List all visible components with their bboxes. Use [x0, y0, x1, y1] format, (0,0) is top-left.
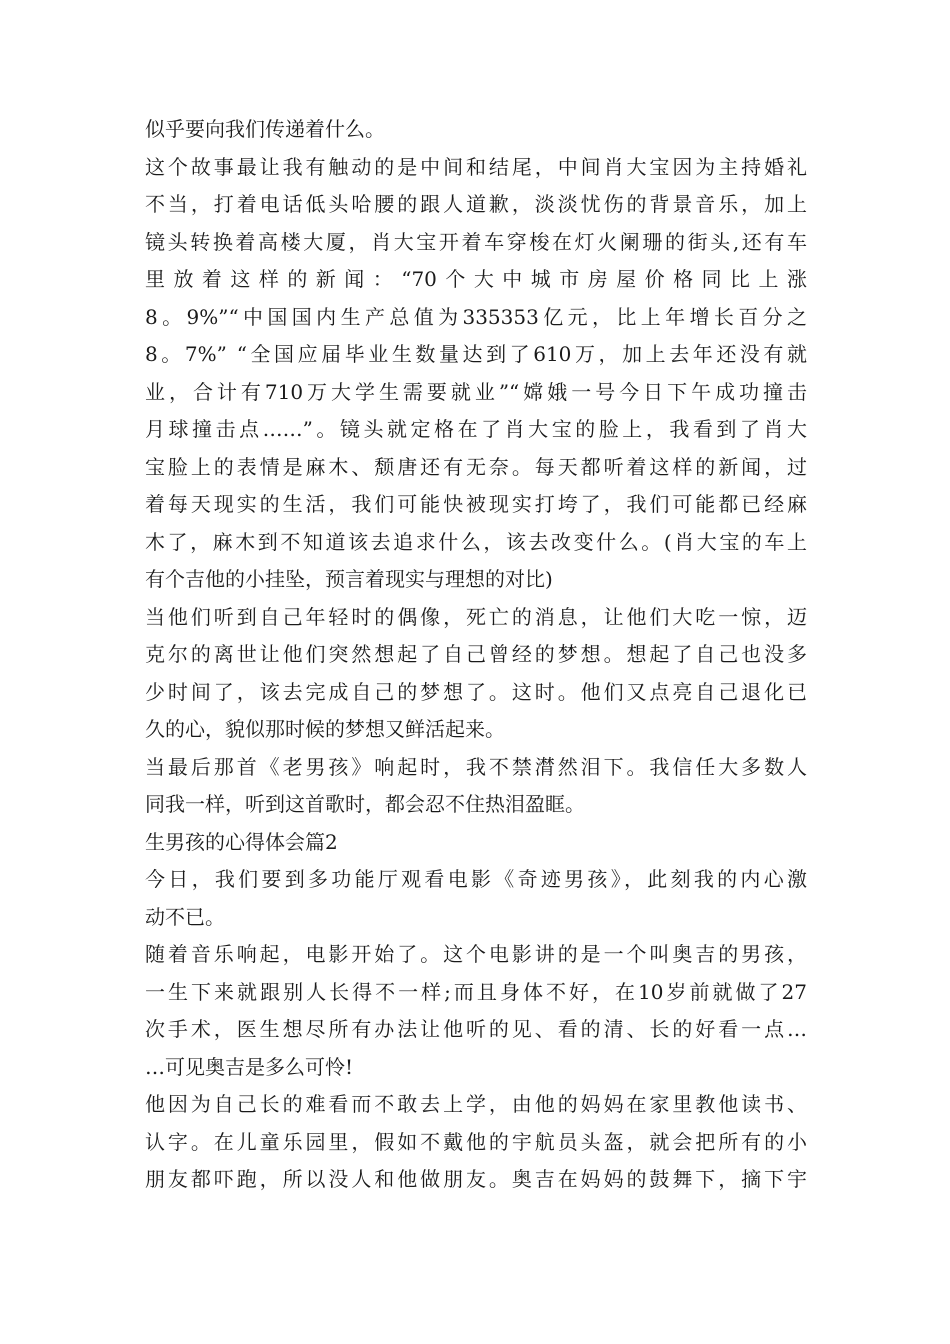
text-line: 朋友都吓跑，所以没人和他做朋友。奥吉在妈妈的鼓舞下，摘下宇 — [145, 1167, 807, 1191]
text-line: 今日，我们要到多功能厅观看电影《奇迹男孩》，此刻我的内心激 — [145, 867, 807, 891]
text-line: 随着音乐响起，电影开始了。这个电影讲的是一个叫奥吉的男孩， — [145, 942, 807, 966]
text-line: 同我一样，听到这首歌时，都会忍不住热泪盈眶。 — [145, 792, 585, 816]
text-line: 动不已。 — [145, 904, 225, 929]
text-line: 次手术，医生想尽所有办法让他听的见、看的清、长的好看一点… — [145, 1017, 807, 1041]
text-line: 当他们听到自己年轻时的偶像，死亡的消息，让他们大吃一惊，迈 — [145, 604, 807, 629]
text-line: 业，合计有710万大学生需要就业”“嫦娥一号今日下午成功撞击 — [145, 379, 807, 404]
text-line: 有个吉他的小挂坠，预言着现实与理想的对比) — [145, 567, 553, 591]
body-text — [145, 111, 807, 1199]
text-line: 一生下来就跟别人长得不一样;而且身体不好，在10岁前就做了27 — [145, 979, 807, 1004]
text-line: 8。9%”“中国国内生产总值为335353亿元，比上年增长百分之 — [145, 304, 807, 329]
text-line: 月球撞击点……”。镜头就定格在了肖大宝的脸上，我看到了肖大 — [145, 417, 807, 441]
text-line: 他因为自己长的难看而不敢去上学，由他的妈妈在家里教他读书、 — [145, 1092, 807, 1116]
text-line: 认字。在儿童乐园里，假如不戴他的宇航员头盔，就会把所有的小 — [145, 1129, 807, 1154]
text-line: 不当，打着电话低头哈腰的跟人道歉，淡淡忧伤的背景音乐，加上 — [145, 192, 807, 216]
text-line: 这个故事最让我有触动的是中间和结尾，中间肖大宝因为主持婚礼 — [145, 154, 807, 179]
text-line: 宝脸上的表情是麻木、颓唐还有无奈。每天都听着这样的新闻，过 — [145, 454, 807, 479]
text-line: …可见奥吉是多么可怜! — [145, 1054, 354, 1079]
text-line: 木了，麻木到不知道该去追求什么，该去改变什么。(肖大宝的车上 — [145, 529, 807, 554]
text-line: 似乎要向我们传递着什么。 — [145, 117, 385, 141]
text-line: 当最后那首《老男孩》响起时，我不禁潸然泪下。我信任大多数人 — [145, 754, 807, 779]
text-line: 镜头转换着高楼大厦，肖大宝开着车穿梭在灯火阑珊的街头,还有车 — [145, 229, 807, 254]
text-line: 久的心，貌似那时候的梦想又鲜活起来。 — [145, 717, 505, 741]
text-line: 8。7%” “全国应届毕业生数量达到了610万，加上去年还没有就 — [145, 342, 807, 366]
text-line: 里放着这样的新闻：“70个大中城市房屋价格同比上涨 — [145, 267, 807, 291]
section-heading: 生男孩的心得体会篇2 — [145, 829, 338, 854]
text-line: 少时间了，该去完成自己的梦想了。这时。他们又点亮自己退化已 — [145, 679, 807, 704]
text-line: 克尔的离世让他们突然想起了自己曾经的梦想。想起了自己也没多 — [145, 642, 807, 666]
text-line: 着每天现实的生活，我们可能快被现实打垮了，我们可能都已经麻 — [145, 492, 807, 516]
